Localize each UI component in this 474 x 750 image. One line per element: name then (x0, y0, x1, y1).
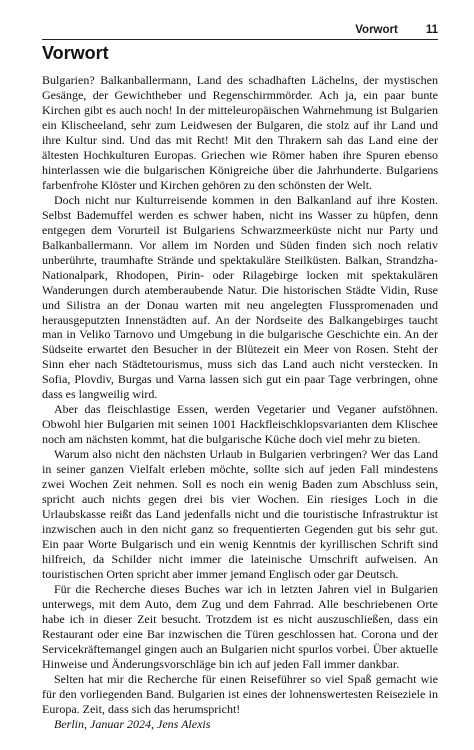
running-head (42, 22, 438, 38)
chapter-title: Vorwort (42, 43, 109, 63)
signature: Berlin, Januar 2024, Jens Alexis (54, 716, 211, 731)
paragraph: Bulgarien? Balkanballermann, Land des schadhaften Lächelns, der mystischen Gesänge, der Gewichtheber und Regenschirmmörder. Ach ja, ein paar bunte Kirchen gibt es auch noch! In der mitteleuropäischen Wahrnehmung ist Bulgarien ein Klischeeland, sehr zum Leidwesen der Bulgaren, die stolz auf ihr Land und ihre Kultur sind. Und das mit Recht! Mit den Thrakern sah das Land eine der ältesten Hochkulturen Europas. Griechen wie Römer haben ihre Spuren ebenso hinterlassen wie die bulgarischen Königreiche über die Jahrhunderte. Bulgariens farbenfrohe Klöster und Kirchen gehören zu den schönsten der Welt. (42, 73, 438, 192)
paragraph: Warum also nicht den nächsten Urlaub in Bulgarien verbringen? Wer das Land in seiner ganzen Vielfalt erleben möchte, sollte sich auf jeden Fall mindestens zwei Wochen Zeit nehmen. Soll es noch ein wenig Baden zum Abschluss sein, spricht auch nichts gegen drei bis vier Wochen. Ein riesiges Loch in die Urlaubskasse reißt das Land jedenfalls nicht und die touristische Infrastruktur ist inzwischen auch in den nicht ganz so frequentierten Gegenden gut bis sehr gut. Ein paar Worte Bulgarisch und ein wenig Kenntnis der kyrillischen Schrift sind hilfreich, da Schilder nicht immer die lateinische Umschrift aufweisen. An touristischen Orten spricht aber immer jemand Englisch oder gar Deutsch. (42, 447, 438, 581)
page-number: 11 (425, 24, 438, 36)
running-head-section: Vorwort (355, 24, 398, 36)
paragraph: Für die Recherche dieses Buches war ich in letzten Jahren viel in Bulgarien unterwegs, mit dem Auto, dem Zug und dem Fahrrad. Alle beschriebenen Orte habe ich in dieser Zeit besucht. Trotzdem ist es nicht auszuschließen, dass ein Restaurant oder eine Bar inzwischen die Türen geschlossen hat. Corona und der Servicekräftemangel gingen auch an Bulgarien nicht spurlos vorbei. Über aktuelle Hinweise und Änderungsvorschläge bin ich auf jeden Fall immer dankbar. (42, 581, 438, 671)
paragraph: Selten hat mir die Recherche für einen Reiseführer so viel Spaß gemacht wie für den vorliegenden Band. Bulgarien ist eines der lohnenswertesten Reiseziele in Europa. Zeit, dass sich das herumspricht! (42, 671, 438, 716)
body-text (42, 73, 438, 732)
header-rule (42, 39, 438, 40)
paragraph: Aber das fleischlastige Essen, werden Vegetarier und Veganer aufstöhnen. Obwohl hier Bulgarien mit seinen 1001 Hackfleischklopsvarianten dem Klischee noch am nächsten kommt, hat die bulgarische Küche doch viel mehr zu bieten. (42, 402, 438, 447)
paragraph: Doch nicht nur Kulturreisende kommen in den Balkanland auf ihre Kosten. Selbst Bademuffel werden es schwer haben, nicht ins Wasser zu hüpfen, denn entgegen dem Vorurteil ist Bulgariens Schwarzmeerküste nicht nur Party und Balkanballermann. Vor allem im Norden und Süden finden sich noch relativ unberührte, traumhafte Strände und spektakuläre Steilküsten. Balkan, Strandzha-Nationalpark, Rhodopen, Pirin- oder Rilagebirge locken mit spektakulären Wanderungen durch atemberaubende Natur. Die historischen Städte Vidin, Ruse und Silistra an der Donau warten mit neu angelegten Flusspromenaden und herausgeputzten Innenstädten auf. An der Nordseite des Balkangebirges taucht man in Veliko Tarnovo und Umgebung in die bulgarische Geschichte ein. An der Südseite erwartet den Besucher in der Blütezeit ein Meer von Rosen. Steht der Sinn eher nach Städtetourismus, muss sich das Land auch nicht verstecken. In Sofia, Plovdiv, Burgas und Varna lassen sich gut ein paar Tage verbringen, ohne dass es langweilig wird. (42, 192, 438, 402)
